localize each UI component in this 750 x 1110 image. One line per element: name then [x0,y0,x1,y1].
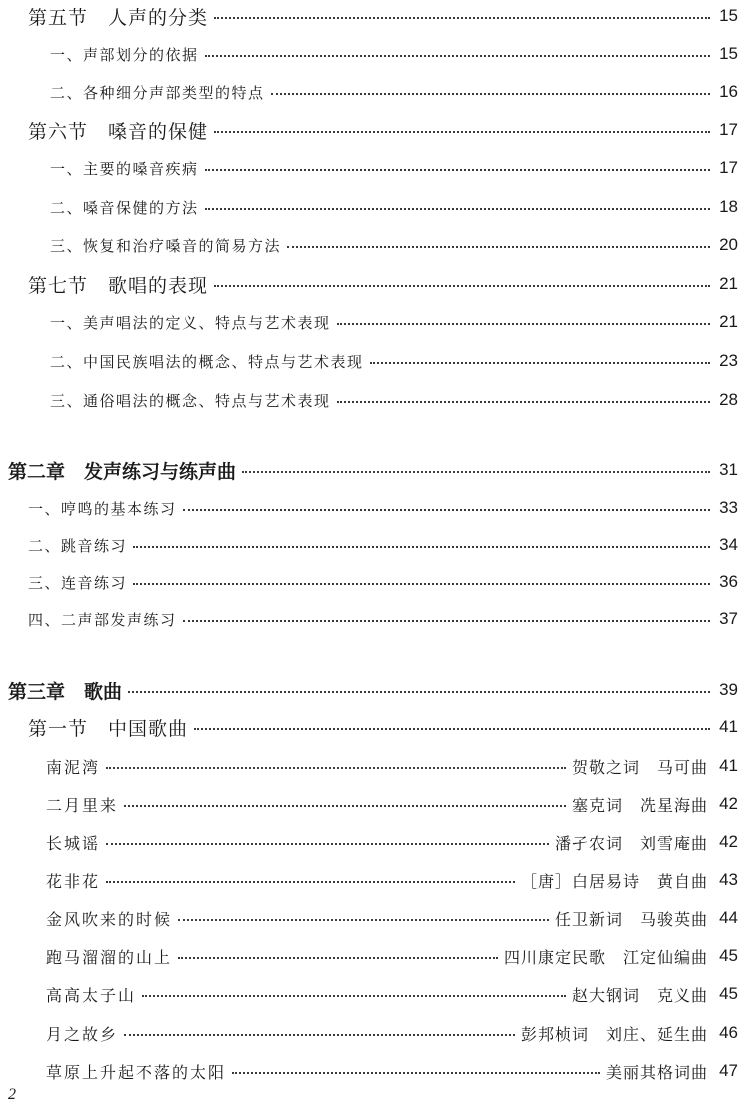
entry-page-number: 21 [719,312,738,331]
dot-leader [106,843,549,845]
entry-title: 三、通俗唱法的概念、特点与艺术表现 [50,391,331,410]
entry-page-number: 18 [719,197,738,216]
dot-leader [337,401,710,403]
dot-leader [287,246,710,248]
toc-entry-item [0,496,738,520]
entry-credits: 潘孑农词 刘雪庵曲 [554,833,708,853]
toc-entry-song [0,754,738,778]
dot-leader [271,93,710,95]
entry-page-number: 28 [719,390,738,409]
entry-title: 二、各种细分声部类型的特点 [50,83,265,102]
toc-entry-item [0,570,738,594]
toc-entry-sub [0,233,738,257]
entry-page-number: 34 [719,535,738,554]
entry-page-number: 39 [719,680,738,699]
entry-page-number: 41 [719,717,738,736]
entry-page-number: 15 [719,44,738,63]
entry-page-number: 43 [719,870,738,889]
toc-entry-sub [0,310,738,334]
dot-leader [183,620,710,622]
entry-page-number: 42 [719,794,738,813]
toc-entry-chap [0,678,738,702]
entry-title: 三、恢复和治疗嗓音的简易方法 [50,236,282,255]
toc-entry-song [0,944,738,968]
toc-entry-song [0,1021,738,1045]
toc-entry-item [0,533,738,557]
entry-title: 一、美声唱法的定义、特点与艺术表现 [50,313,331,332]
entry-page-number: 17 [719,120,738,139]
entry-title: 一、主要的嗓音疾病 [50,159,199,178]
toc-entry-sub [0,349,738,373]
entry-credits: 四川康定民歌 江定仙编曲 [503,947,708,967]
entry-page-number: 47 [719,1061,738,1080]
entry-title: 一、哼鸣的基本练习 [28,499,177,518]
toc-entry-song [0,1059,738,1083]
entry-title: 月之故乡 [46,1024,119,1044]
entry-title: 第三章 歌曲 [8,680,123,703]
dot-leader [205,55,710,57]
toc-entry-song [0,792,738,816]
dot-leader [205,169,710,171]
entry-credits: ［唐］白居易诗 黄自曲 [520,871,708,891]
dot-leader [106,767,566,769]
dot-leader [178,919,549,921]
entry-page-number: 20 [719,235,738,254]
toc-entry-sub [0,42,738,66]
toc-entry-sec [0,272,738,296]
toc-entry-sec [0,118,738,142]
entry-credits: 塞克词 冼星海曲 [571,795,708,815]
toc-entry-sub [0,156,738,180]
toc-entry-song [0,906,738,930]
entry-title: 二、中国民族唱法的概念、特点与艺术表现 [50,352,364,371]
dot-leader [124,1034,515,1036]
dot-leader [124,805,566,807]
entry-page-number: 45 [719,946,738,965]
entry-title: 二、跳音练习 [28,536,128,555]
toc-entry-song [0,868,738,892]
dot-leader [106,881,515,883]
toc-entry-sec [0,715,738,739]
dot-leader [370,362,710,364]
entry-title: 第七节 歌唱的表现 [28,274,209,297]
entry-page-number: 15 [719,6,738,25]
dot-leader [178,957,498,959]
dot-leader [242,471,710,473]
dot-leader [133,546,710,548]
page-number: 2 [8,1086,16,1103]
entry-title: 花非花 [46,871,101,891]
entry-title: 一、声部划分的依据 [50,45,199,64]
entry-page-number: 45 [719,984,738,1003]
dot-leader [337,323,710,325]
entry-page-number: 16 [719,82,738,101]
dot-leader [214,285,710,287]
dot-leader [214,17,710,19]
entry-title: 第五节 人声的分类 [28,6,209,29]
entry-page-number: 36 [719,572,738,591]
toc-entry-item [0,607,738,631]
entry-title: 长城谣 [46,833,101,853]
entry-title: 金风吹来的时候 [46,909,173,929]
toc-entry-chap [0,458,738,482]
entry-title: 第二章 发声练习与练声曲 [8,460,237,483]
entry-title: 南泥湾 [46,757,101,777]
entry-title: 四、二声部发声练习 [28,610,177,629]
toc-entry-song [0,830,738,854]
dot-leader [133,583,710,585]
entry-credits: 任卫新词 马骏英曲 [554,909,708,929]
dot-leader [194,728,710,730]
dot-leader [214,131,710,133]
entry-title: 第六节 嗓音的保健 [28,120,209,143]
dot-leader [232,1072,600,1074]
entry-page-number: 31 [719,460,738,479]
entry-title: 跑马溜溜的山上 [46,947,173,967]
entry-credits: 赵大钢词 克义曲 [571,985,708,1005]
toc-entry-sub [0,195,738,219]
entry-title: 高高太子山 [46,985,137,1005]
entry-page-number: 42 [719,832,738,851]
entry-page-number: 23 [719,351,738,370]
entry-page-number: 37 [719,609,738,628]
toc-entry-sec [0,4,738,28]
entry-page-number: 21 [719,274,738,293]
entry-title: 三、连音练习 [28,573,128,592]
toc-entry-sub [0,388,738,412]
dot-leader [128,691,710,693]
toc-entry-song [0,982,738,1006]
entry-credits: 贺敬之词 马可曲 [571,757,708,777]
entry-title: 第一节 中国歌曲 [28,717,189,740]
dot-leader [205,208,710,210]
entry-page-number: 33 [719,498,738,517]
entry-credits: 彭邦桢词 刘庄、延生曲 [520,1024,708,1044]
dot-leader [142,995,566,997]
entry-title: 草原上升起不落的太阳 [46,1062,227,1082]
entry-page-number: 17 [719,158,738,177]
entry-credits: 美丽其格词曲 [605,1062,708,1082]
entry-page-number: 41 [719,756,738,775]
entry-title: 二、嗓音保健的方法 [50,198,199,217]
entry-page-number: 46 [719,1023,738,1042]
dot-leader [183,509,710,511]
entry-title: 二月里来 [46,795,119,815]
entry-page-number: 44 [719,908,738,927]
toc-entry-sub [0,80,738,104]
